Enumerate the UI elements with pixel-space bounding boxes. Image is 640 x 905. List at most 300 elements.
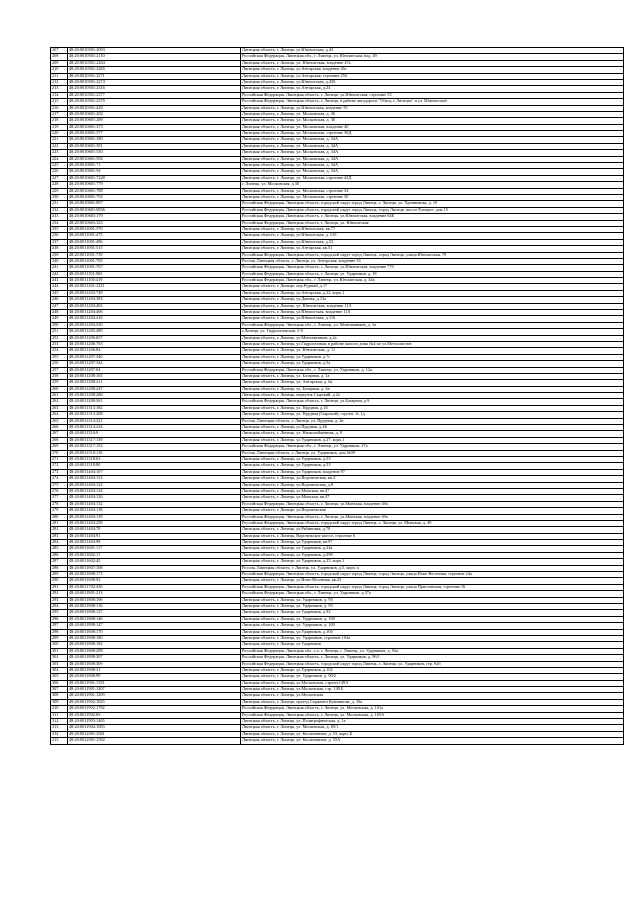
address: Российская Федерация, Липецкая обл., г. Липецк, ул. Ударников, д. 12а [241, 367, 624, 373]
address: Российская Федерация, Липецкая обл., г. Липецк, ул. Юношеская, влд. 49 [241, 54, 624, 60]
address: Российская Федерация, Липецкая область, городской округ город Липецк, город Липецк, шоссе Елецкое, дом 15 [241, 207, 624, 213]
cadastral-number: 48:20:0011101:965 [68, 271, 241, 277]
cadastral-number: 48:20:0011404:91 [68, 533, 241, 539]
row-number: 210 [51, 67, 68, 73]
address: Российская Федерация, Липецкая область, г. Липецк, ул.Минская, владение 49а [241, 514, 624, 520]
address: Липецкая область, г. Липецк, ул. Космонавтов, д. 53, корп. Б [241, 731, 624, 737]
cadastral-number: 48:20:0010501:2271 [68, 73, 241, 79]
row-number: 211 [51, 73, 68, 79]
address: Липецкая область, г. Липецк, ул. Базарная, д. 3в [241, 386, 624, 392]
row-number: 248 [51, 310, 68, 316]
address: Липецкая область, г. Липецк, ул. Ударников, д. 100 [241, 623, 624, 629]
address: Липецкая область, г. Липецк, ул.Юношеская, д.52 [241, 239, 624, 245]
row-number: 225 [51, 163, 68, 169]
cadastral-number: 48:20:0011316:9 [68, 431, 241, 437]
address: Российская Федерация, Липецкая обл., г. Липецк, ул. Юношеская, д. 44а [241, 278, 624, 284]
row-number: 253 [51, 341, 68, 347]
row-number: 208 [51, 54, 68, 60]
row-number: 233 [51, 214, 68, 220]
row-number: 298 [51, 629, 68, 635]
address: Липецкая область, г. Липецк, ул. Низкопойменная, д. 8 [241, 431, 624, 437]
address: Российская Федерация, Липецкая область, городской округ город Липецк, город Липецк, улица Юношеская, 79 [241, 252, 624, 258]
cadastral-number: 48:20:0011602:11 [68, 552, 241, 558]
row-number: 277 [51, 495, 68, 501]
cadastral-number: 48:20:0011901:1207 [68, 687, 241, 693]
cadastral-number: 48:20:0011404:132 [68, 501, 241, 507]
cadastral-number: 48:20:0011808:127 [68, 610, 241, 616]
address: Липецкая область, г. Липецк, ул. Ударников, д. 93 [241, 603, 624, 609]
address: Липецкая область, г. Липецк, ул.Монтажников, д.2а [241, 335, 624, 341]
cadastral-number: 48:20:0011207:344 [68, 361, 241, 367]
registry-sheet [50, 47, 624, 745]
cadastral-number: 48:20:0011902:69 [68, 712, 241, 718]
row-number: 306 [51, 680, 68, 686]
address: Российская Федерация, Липецкая область, городской округ город Липецк, г. Липецк, ул. Хренникова, д. 1б [241, 201, 624, 207]
cadastral-number: 48:20:0011404:107 [68, 469, 241, 475]
cadastral-number: 48:20:0011404:78 [68, 527, 241, 533]
address: Липецкая область, г. Липецк, Воронежское шоссе, строение 6 [241, 533, 624, 539]
row-number: 213 [51, 86, 68, 92]
row-number: 270 [51, 450, 68, 456]
row-number: 262 [51, 399, 68, 405]
row-number: 235 [51, 226, 68, 232]
cadastral-number: 48:20:0010601:9836 [68, 207, 241, 213]
row-number: 276 [51, 488, 68, 494]
cadastral-number: 48:20:0011318:80 [68, 463, 241, 469]
cadastral-number: 48:20:0011404:126 [68, 495, 241, 501]
row-number: 313 [51, 725, 68, 731]
cadastral-number: 48:20:0010601:7228 [68, 175, 241, 181]
row-number: 296 [51, 616, 68, 622]
row-number: 311 [51, 712, 68, 718]
row-number: 312 [51, 719, 68, 725]
address: Липецкая область, г. Липецк, ул.Ударников, д.53 [241, 457, 624, 463]
row-number: 216 [51, 105, 68, 111]
cadastral-number: 48:20:0011208:247 [68, 386, 241, 392]
address: Россия, Липецкая область, г. Липецк, ул. Ударников, д.5, корп. а [241, 565, 624, 571]
row-number: 254 [51, 348, 68, 354]
cadastral-number: 48:20:0010601:381 [68, 143, 241, 149]
cadastral-number: 48:20:0011001:496 [68, 239, 241, 245]
address: Липецкая область, г. Липецк, ул.Минская, кв.47 [241, 488, 624, 494]
cadastral-number: 48:20:0010601:792 [68, 194, 241, 200]
table-row [51, 738, 624, 744]
cadastral-number: 48:20:0011206:763 [68, 341, 241, 347]
cadastral-number: 48:20:0010601:788 [68, 188, 241, 194]
row-number: 307 [51, 687, 68, 693]
row-number: 305 [51, 674, 68, 680]
row-number: 218 [51, 118, 68, 124]
cadastral-number: 48:20:0011001:515 [68, 246, 241, 252]
address: Липецкая область, г. Липецк, ул.Юношеская, д.11б [241, 316, 624, 322]
row-number: 212 [51, 79, 68, 85]
row-number: 263 [51, 405, 68, 411]
address: Липецкая область, г. Липецк, ул.Ударников, д.7г [241, 354, 624, 360]
cadastral-number: 48:20:0010601:202 [68, 111, 241, 117]
cadastral-number: 48:20:0011808:147 [68, 623, 241, 629]
row-number: 207 [51, 48, 68, 54]
row-number: 271 [51, 457, 68, 463]
row-number: 281 [51, 520, 68, 526]
address: Российская Федерация, Липецкая область, г. Липецк, ул.Базарная, д.9 [241, 399, 624, 405]
cadastral-number: 48:20:0011207:64 [68, 367, 241, 373]
row-number: 226 [51, 169, 68, 175]
address: Липецкая область, г. Липецк, ул. Антарская, д. 6а [241, 380, 624, 386]
row-number: 297 [51, 623, 68, 629]
row-number: 238 [51, 246, 68, 252]
row-number: 300 [51, 642, 68, 648]
row-number: 223 [51, 150, 68, 156]
cadastral-number: 48:20:0011001:765 [68, 258, 241, 264]
address: Липецкая область, г. Липецк, ул.Антарская, строение 25б [241, 73, 624, 79]
address: Липецкая область, г. Липецк, проезд Сержанта Кувшинова, д. 16а [241, 699, 624, 705]
cadastral-number: 48:20:0011206:657 [68, 335, 241, 341]
row-number: 310 [51, 706, 68, 712]
cadastral-number: 48:20:0010501:2379 [68, 99, 241, 105]
row-number: 243 [51, 278, 68, 284]
address: Российская Федерация, Липецкая область, городской округ город Липецк, г. Липецк, ул. Ударников, стр. 92б [241, 661, 624, 667]
row-number: 219 [51, 124, 68, 130]
address: Россия, Липецкая область, г. Липецк, ул. Антарская, владение 33 [241, 258, 624, 264]
address: г.Липецк, ул. Гидрогазовская, 2-б [241, 329, 624, 335]
address: Липецкая область, г. Липецк, ул.Юношеская, владение 55 [241, 105, 624, 111]
cadastral-number: 48:20:0011904:1083 [68, 725, 241, 731]
row-number: 266 [51, 425, 68, 431]
address: Российская Федерация, Липецкая обл., г. Липецк, ул. Монтажников, д. 3а [241, 322, 624, 328]
cadastral-number: 48:20:0011608:92 [68, 578, 241, 584]
address: Липецкая область, г. Липецк, ул.Дачная, д.13а [241, 297, 624, 303]
address: Россия, Липецкая область, г. Липецк, ул. Ударников, дом №59 [241, 450, 624, 456]
row-number: 299 [51, 635, 68, 641]
address: Липецкая область, г. Липецк, ул. Московская, д. 85/1 [241, 725, 624, 731]
cadastral-number: 48:20:0011404:139 [68, 514, 241, 520]
cadastral-number: 48:20:0010501:429 [68, 105, 241, 111]
cadastral-number: 48:20:0012001:2582 [68, 738, 241, 744]
address: Липецкая область, г. Липецк, ул.Ударников, владение 97 [241, 469, 624, 475]
row-number: 255 [51, 354, 68, 360]
cadastral-number: 48:20:0010601:71 [68, 163, 241, 169]
row-number: 231 [51, 201, 68, 207]
cadastral-number: 48:20:0011808:31 [68, 667, 241, 673]
cadastral-number: 48:20:0011808:182 [68, 642, 241, 648]
cadastral-number: 48:20:0010501:2274 [68, 79, 241, 85]
cadastral-number: 48:20:0011808:180 [68, 635, 241, 641]
address: Липецкая область, г. Липецк, ул. Ударников, д. 93 [241, 597, 624, 603]
address: Липецкая область, г. Липецк, ул. Московская, д. 34А [241, 163, 624, 169]
cadastral-number: 48:20:0011001:739 [68, 252, 241, 258]
land-plot-table [50, 47, 624, 745]
cadastral-number: 48:20:0010601:530 [68, 150, 241, 156]
row-number: 256 [51, 361, 68, 367]
cadastral-number: 48:20:0012001:2561 [68, 731, 241, 737]
address: Российская Федерация, Липецкая область, г. Липецк, ул.Юношеская, владение 77б [241, 265, 624, 271]
cadastral-number: 48:20:0011001:767 [68, 265, 241, 271]
cadastral-number: 48:20:0011404:113 [68, 476, 241, 482]
address: Липецкая область, г. Липецк, ул.Ударников, д.92 [241, 610, 624, 616]
address: Липецкая область, г. Липецк, ул. Ударников, д. 90/2 [241, 674, 624, 680]
cadastral-number: 48:20:0011208:361 [68, 399, 241, 405]
address: Липецкая область, г. Липецк, ул.Антарская, кв.51 [241, 246, 624, 252]
row-number: 244 [51, 284, 68, 290]
row-number: 286 [51, 552, 68, 558]
row-number: 273 [51, 469, 68, 475]
cadastral-number: 48:20:0011201:1221 [68, 284, 241, 290]
row-number: 232 [51, 207, 68, 213]
address: Российская Федерация, Липецкая область, г. Липецк, ул. Московская, д. 105А [241, 712, 624, 718]
row-number: 250 [51, 322, 68, 328]
address: Российская Федерация, Липецкая область, г. Липецк, ул. Ударников, д. 18 [241, 271, 624, 277]
cadastral-number: 48:20:0011204:406 [68, 310, 241, 316]
address: Липецкая область, г. Липецк, ул. Полиграфическая, д. 1а [241, 719, 624, 725]
cadastral-number: 48:20:0011808:307 [68, 655, 241, 661]
row-number: 217 [51, 111, 68, 117]
row-number: 302 [51, 655, 68, 661]
address: Липецкая область, г. Липецк, ул.Ударников, д.102 [241, 667, 624, 673]
row-number: 236 [51, 233, 68, 239]
address: Липецкая область, г. Липецк, ул.Московская, строен.149А [241, 680, 624, 686]
cadastral-number: 48:20:0011608:171 [68, 572, 241, 578]
address: Липецкая область, г. Липецк, ул. Московская, д. 34А [241, 137, 624, 143]
address: Липецкая область, г. Липецк, ул. Московская, строение 30 [241, 194, 624, 200]
cadastral-number: 48:20:0011808:309 [68, 661, 241, 667]
address: Липецкая область, г. Липецк, ул.Ударников, д.53 [241, 463, 624, 469]
cadastral-number: 48:20:0010501:2377 [68, 92, 241, 98]
row-number: 222 [51, 143, 68, 149]
row-number: 282 [51, 527, 68, 533]
row-number: 279 [51, 508, 68, 514]
cadastral-number: 48:20:0011901:1191 [68, 680, 241, 686]
address: Российская Федерация, Липецкая область, г. Липецк, ул. Юношеская [241, 220, 624, 226]
cadastral-number: 48:20:0011314:224 [68, 425, 241, 431]
row-number: 285 [51, 546, 68, 552]
address: Липецкая область, г. Липецк, ул.Ударников [241, 642, 624, 648]
address: Липецкая область, г. Липецк, ул. Московская, д. 34А [241, 156, 624, 162]
cadastral-number: 48:20:0011204:416 [68, 316, 241, 322]
address: Липецкая область, г. Липецк, ул. Московская, д. 34А [241, 169, 624, 175]
address: Липецкая область, г. Липецк, ул. Юношеская, владение 11А [241, 303, 624, 309]
cadastral-number: 48:20:0011318:63 [68, 457, 241, 463]
address: Липецкая область, г. Липецк, ул.Минская, кв.47 [241, 495, 624, 501]
row-number: 251 [51, 329, 68, 335]
row-number: 245 [51, 290, 68, 296]
row-number: 283 [51, 533, 68, 539]
cadastral-number: 48:20:0011001:475 [68, 233, 241, 239]
row-number: 293 [51, 597, 68, 603]
address: Липецкая область, г. Липецк, ул. Прудная (Сырский), строен. 1г, 1д [241, 412, 624, 418]
address: Липецкая область, г. Липецк, ул. Ударников, строение 104а [241, 635, 624, 641]
address: Липецкая область, г. Липецк, пер.Рудный, д.17 [241, 284, 624, 290]
cadastral-number: 48:20:0010601:377 [68, 131, 241, 137]
row-number: 265 [51, 418, 68, 424]
cadastral-number: 48:20:0011404:258 [68, 520, 241, 526]
cadastral-number: 48:20:0011317:152 [68, 444, 241, 450]
row-number: 264 [51, 412, 68, 418]
cadastral-number: 48:20:0010601:380 [68, 137, 241, 143]
cadastral-number: 48:20:0011208:211 [68, 380, 241, 386]
row-number: 315 [51, 738, 68, 744]
row-number: 272 [51, 463, 68, 469]
cadastral-number: 48:20:0011404:138 [68, 508, 241, 514]
address: Липецкая область, г. Липецк, ул.Ударников, д.25, корп.1 [241, 559, 624, 565]
address: Липецкая область, г. Липецк, ул. Московская, строение 42Д [241, 175, 624, 181]
row-number: 246 [51, 297, 68, 303]
row-number: 294 [51, 603, 68, 609]
row-number: 230 [51, 194, 68, 200]
address: Российская Федерация, Липецкая обл., г.о. г. Липецк, г. Липецк, ул. Ударников, д. 92а [241, 648, 624, 654]
row-number: 280 [51, 514, 68, 520]
row-number: 221 [51, 137, 68, 143]
row-number: 284 [51, 540, 68, 546]
cadastral-number: 48:20:0010601:94 [68, 169, 241, 175]
address: Липецкая область, г. Липецк, ул.Юношеская, д.43б [241, 79, 624, 85]
row-number: 288 [51, 565, 68, 571]
address: Липецкая область, г. Липецк, ул. Прудная, д.16 [241, 405, 624, 411]
cadastral-number: 48:20:0010501:2093 [68, 48, 241, 54]
cadastral-number: 48:20:0011001:376 [68, 226, 241, 232]
cadastral-number: 48:20:0010601:807 [68, 201, 241, 207]
address: Липецкая область, г. Липецк, ул. Юношеская, владение 47а [241, 60, 624, 66]
address: Липецкая область, г. Липецк, ул. Московская, строение 34 [241, 188, 624, 194]
row-number: 241 [51, 265, 68, 271]
cadastral-number: 48:20:0011204:383 [68, 297, 241, 303]
row-number: 229 [51, 188, 68, 194]
address: Липецкая область, г. Липецк, ул. Ударников, д. 100 [241, 616, 624, 622]
address: Российская Федерация, Липецкая область, городской округ город Липецк, г. Липецк, ул. Минская, д. 49 [241, 520, 624, 526]
address: Липецкая область, г. Липецк, ул.Ново-Весенняя, кв.23 [241, 578, 624, 584]
row-number: 214 [51, 92, 68, 98]
row-number: 267 [51, 431, 68, 437]
cadastral-number: 48:20:0010501:2110 [68, 54, 241, 60]
address: Липецкая область, г. Липецк, ул.Ударников, д.27, корп.1 [241, 437, 624, 443]
address: Липецкая область, г. Липецк, ул.Юношеская, кв.77 [241, 226, 624, 232]
row-number: 209 [51, 60, 68, 66]
row-number: 309 [51, 699, 68, 705]
address: Липецкая область, г. Липецк, ул.Прудная, д.2Б [241, 425, 624, 431]
cadastral-number: 48:20:0011206:84 [68, 348, 241, 354]
row-number: 268 [51, 437, 68, 443]
row-number: 278 [51, 501, 68, 507]
address: Российская Федерация, Липецкая область, г. Липецк, ул. Ударников, д. 96/1 [241, 655, 624, 661]
cadastral-number: 48:20:0011313:182 [68, 405, 241, 411]
cadastral-number: 48:20:0011313:208 [68, 412, 241, 418]
row-number: 295 [51, 610, 68, 616]
cadastral-number: 48:20:0011602:45 [68, 559, 241, 565]
address: Липецкая область, г. Липецк, ул.Ударников, д.24а [241, 546, 624, 552]
cadastral-number: 48:20:0010601:779 [68, 182, 241, 188]
row-number: 261 [51, 393, 68, 399]
table-body [51, 48, 624, 745]
cadastral-number: 48:20:0011204:520 [68, 322, 241, 328]
address: Липецкая область, г. Липецк, ул.Юношеская, д. 51б [241, 233, 624, 239]
row-number: 287 [51, 559, 68, 565]
cadastral-number: 48:20:0010501:2265 [68, 67, 241, 73]
row-number: 215 [51, 99, 68, 105]
row-number: 239 [51, 252, 68, 258]
address: Российская Федерация, Липецкая область, г. Липецк, ул.Юношеская, строение 53 [241, 92, 624, 98]
cadastral-number: 48:20:0011207:340 [68, 354, 241, 360]
cadastral-number: 48:20:0011601:117 [68, 546, 241, 552]
address: Липецкая область, г. Липецк, переулок Сырский, д.2а [241, 393, 624, 399]
cadastral-number: 48:20:0011314:221 [68, 418, 241, 424]
address: Липецкая область, г. Липецк, ул. Московская, д. 36 [241, 118, 624, 124]
cadastral-number: 48:20:0010603:323 [68, 220, 241, 226]
cadastral-number: 48:20:0010601:373 [68, 124, 241, 130]
cadastral-number: 48:20:0011404:124 [68, 488, 241, 494]
row-number: 249 [51, 316, 68, 322]
row-number: 269 [51, 444, 68, 450]
address: Липецкая область, г. Липецк, ул.Юношеская, владение 11А [241, 310, 624, 316]
cadastral-number: 48:20:0011801:213 [68, 591, 241, 597]
address: Российская Федерация, Липецкая обл., г. Липецк, ул. Ударников, д.37а [241, 591, 624, 597]
address: Липецкая область, г. Липецк, ул.Антарская, д.22, корп.1 [241, 290, 624, 296]
address: Липецкая область, г. Липецк, ул.Антарская, владение 26г [241, 67, 624, 73]
row-number: 247 [51, 303, 68, 309]
address: Российская Федерация, Липецкая область, городской округ город Липецк, город Липецк, улица Пристанская, строение 16 [241, 584, 624, 590]
cadastral-number: 48:20:0011404:122 [68, 482, 241, 488]
row-number: 224 [51, 156, 68, 162]
row-number: 259 [51, 380, 68, 386]
address: Липецкая область, г. Липецк, ул.Рябиновая, д.70 [241, 527, 624, 533]
cadastral-number: 48:20:0011205:489 [68, 329, 241, 335]
row-number: 290 [51, 578, 68, 584]
row-number: 227 [51, 175, 68, 181]
cadastral-number: 48:20:0011902:1025 [68, 699, 241, 705]
cadastral-number: 48:20:0011808:99 [68, 674, 241, 680]
cadastral-number: 48:20:0011607:108 [68, 565, 241, 571]
address: Липецкая область, г. Липецк, ул.Ударников, д.104 [241, 629, 624, 635]
row-number: 237 [51, 239, 68, 245]
cadastral-number: 48:20:0011808:170 [68, 629, 241, 635]
address: Российская Федерация, Липецкая область, г. Липецк, ул. Московская, д. 101а [241, 706, 624, 712]
cadastral-number: 48:20:0011208:165 [68, 373, 241, 379]
row-number: 228 [51, 182, 68, 188]
address: Российская Федерация, Липецкая обл., г. Липецк, ул. Ударников, 27а [241, 444, 624, 450]
cadastral-number: 48:20:0010603:179 [68, 214, 241, 220]
row-number: 257 [51, 367, 68, 373]
row-number: 274 [51, 476, 68, 482]
cadastral-number: 48:20:0011808:106 [68, 597, 241, 603]
row-number: 258 [51, 373, 68, 379]
address: Липецкая область, г. Липецк, ул. Космонавтов, д. 55А [241, 738, 624, 744]
cadastral-number: 48:20:0011204:402 [68, 303, 241, 309]
address: Липецкая область, г. Липецк, ул. Юношеская, д. 11 [241, 348, 624, 354]
row-number: 240 [51, 258, 68, 264]
address: Липецкая область, г. Липецк, ул. Московская, д. 34А [241, 150, 624, 156]
row-number: 220 [51, 131, 68, 137]
address: Липецкая область, г. Липецк, ул. Московская, д. 36 [241, 111, 624, 117]
address: Российская Федерация, Липецкая область, г. Липецк, ул.Юношеская, владение 64Е [241, 214, 624, 220]
address: Липецкая область, г. Липецк, ул. Московская, владение 40 [241, 124, 624, 130]
address: Российская Федерация, Липецкая область, городской округ город Липецк, город Липецк, улица Ново-Весенняя, строение 24а [241, 572, 624, 578]
row-number: 301 [51, 648, 68, 654]
cadastral-number: 48:20:0011208:286 [68, 393, 241, 399]
address: Липецкая область, г. Липецк, ул.Воронежская [241, 508, 624, 514]
row-number: 289 [51, 572, 68, 578]
cadastral-number: 48:20:0011104:419 [68, 278, 241, 284]
address: г. Липецк, ул. Московская, д.30 [241, 182, 624, 188]
row-number: 308 [51, 693, 68, 699]
cadastral-number: 48:20:0011318:116 [68, 450, 241, 456]
row-number: 234 [51, 220, 68, 226]
cadastral-number: 48:20:0011317:139 [68, 437, 241, 443]
address: Липецкая область, г. Липецк, ул. Московская, д. 34А [241, 143, 624, 149]
row-number: 314 [51, 731, 68, 737]
address: Липецкая область, г. Липецк, ул. Московская, строение 30Д [241, 131, 624, 137]
address: Липецкая область, г. Липецк, ул.Воронежская, д.8 [241, 482, 624, 488]
cadastral-number: 48:20:0010501:2316 [68, 86, 241, 92]
address: Липецкая область, г. Липецк, ул. Базарная, д. 1а [241, 373, 624, 379]
row-number: 275 [51, 482, 68, 488]
